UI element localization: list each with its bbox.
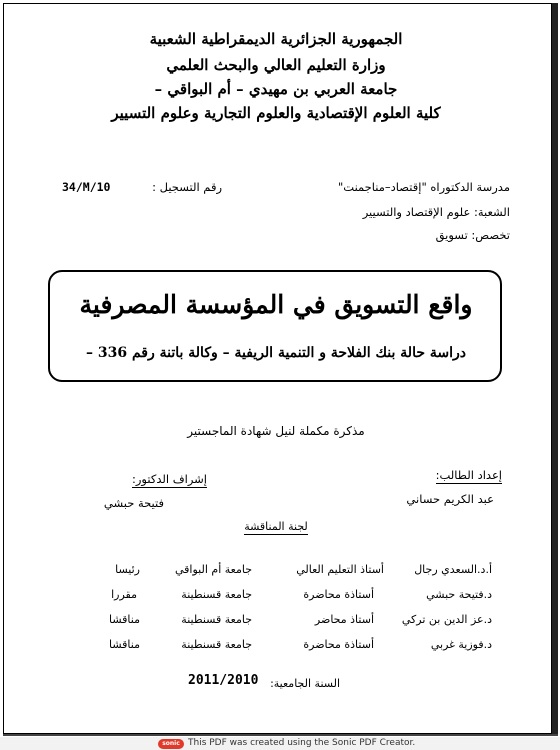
pdf-creator-note: This PDF was created using the Sonic PDF Creator. xyxy=(188,738,416,748)
header-faculty: كلية العلوم الإقتصادية والعلوم التجارية وعلوم التسيير xyxy=(111,104,441,122)
header-ministry: وزارة التعليم العالي والبحث العلمي xyxy=(166,56,386,74)
jury-member-1-name: أ.د.السعدي رجال xyxy=(414,563,492,576)
supervisor-label xyxy=(132,472,207,486)
student-label-text: إعداد الطالب: xyxy=(435,468,502,482)
supervisor-label-text: إشراف الدكتور: xyxy=(132,472,207,486)
jury-member-4-name: د.فوزية غربي xyxy=(430,638,492,651)
jury-member-4-role: مناقشا xyxy=(109,638,140,651)
student-name: عبد الكريم حساني xyxy=(406,492,494,506)
thesis-note: مذكرة مكملة لنيل شهادة الماجستير xyxy=(187,424,365,438)
specialty: تخصص: تسويق xyxy=(435,228,510,242)
jury-title-wrap xyxy=(0,520,552,533)
jury-member-3-rank: أستاذ محاضر xyxy=(314,613,374,626)
jury-member-2-rank: أستاذة محاضرة xyxy=(303,588,374,601)
jury-member-4-rank: أستاذة محاضرة xyxy=(303,638,374,651)
sonic-logo-icon xyxy=(158,739,184,749)
jury-member-3-name: د.عز الدين بن تركي xyxy=(401,613,492,626)
jury-member-3-role: مناقشا xyxy=(109,613,140,626)
page-shadow-bottom xyxy=(3,734,558,736)
thesis-subtitle: دراسة حالة بنك الفلاحة و التنمية الريفية – وكالة باتنة رقم 336 – xyxy=(85,345,466,361)
student-label xyxy=(436,468,502,482)
registration-label: رقم التسجيل : xyxy=(152,180,222,194)
doctoral-school: مدرسة الدكتوراه "إقتصاد–مناجمنت" xyxy=(337,180,510,194)
header-republic: الجمهورية الجزائرية الديمقراطية الشعبية xyxy=(149,30,403,48)
jury-member-3-university: جامعة قسنطينة xyxy=(181,613,252,626)
jury-member-1-rank: أستاذ التعليم العالي xyxy=(296,563,384,576)
header-university: جامعة العربي بن مهيدي – أم البواقي – xyxy=(154,80,398,98)
supervisor-name: فتيحة حبشي xyxy=(103,496,164,510)
title-box xyxy=(48,270,502,382)
jury-member-2-name: د.فتيحة حبشي xyxy=(426,588,492,601)
thesis-title: واقع التسويق في المؤسسة المصرفية xyxy=(79,290,473,319)
branch: الشعبة: علوم الإقتصاد والتسيير xyxy=(362,205,510,219)
jury-member-4-university: جامعة قسنطينة xyxy=(181,638,252,651)
academic-year-label: السنة الجامعية: xyxy=(270,677,340,690)
jury-title: لجنة المناقشة xyxy=(244,520,308,533)
jury-member-1-role: رئيسا xyxy=(115,563,140,576)
sonic-logo-text: sonic xyxy=(162,740,180,747)
jury-member-1-university: جامعة أم البواقي xyxy=(175,563,252,576)
registration-number: 34/M/10 xyxy=(62,180,111,194)
page-shadow-right xyxy=(552,3,558,734)
academic-year-value: 2011/2010 xyxy=(188,673,259,688)
jury-member-2-university: جامعة قسنطينة xyxy=(181,588,252,601)
jury-member-2-role: مقررا xyxy=(111,588,137,601)
